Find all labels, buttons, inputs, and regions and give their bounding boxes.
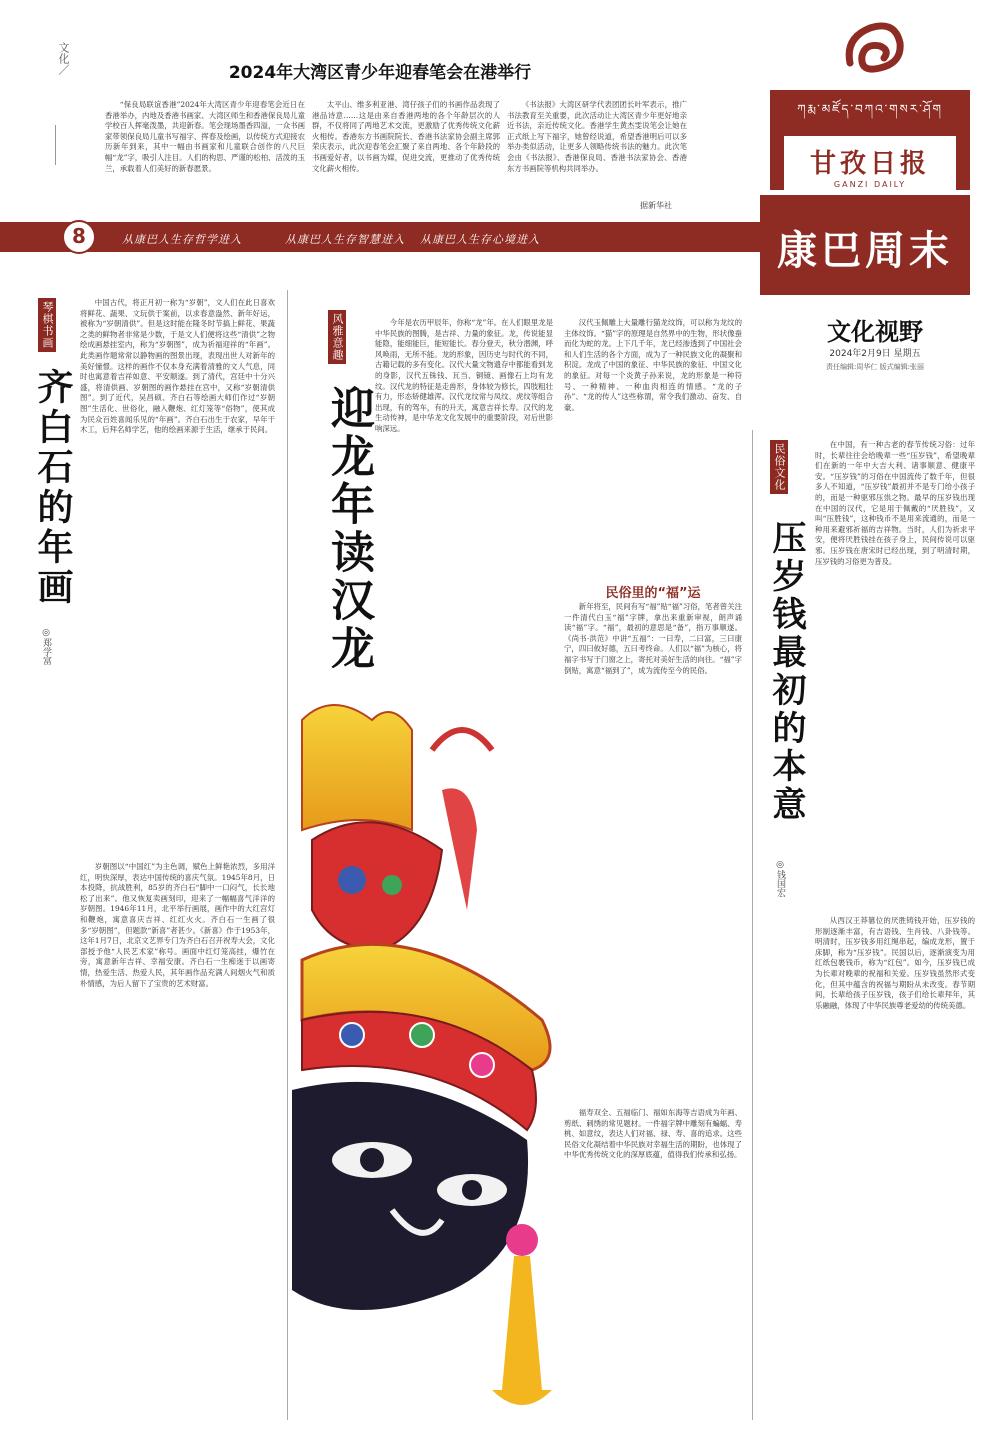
column-divider-right xyxy=(752,430,753,1420)
folk-fortune-subhead: 民俗里的“福”运 xyxy=(605,586,701,601)
dragon-col3: 新年将至，民间有写“福”贴“福”习俗，笔者曾关注一件清代白玉“福”字牌，拿出来重新审视，朗声诵读“福”字。“福”，最初的意思是“备”，指万事顺遂。《尚书·洪范》中讲“五福”：一曰寿，二曰富，三曰康宁，四曰攸好德，五曰考终命。人们以“福”为核心，将福字书写于门窗之上，寄托对美好生活的向往。“福”字倒贴，寓意“福到了”，成为流传至今的民俗。 xyxy=(564,602,742,675)
tag-money: 民俗文化 xyxy=(770,440,788,494)
column-divider xyxy=(287,290,288,1420)
qibaishi-col2: 岁朝图以“中国红”为主色调，赋色上鲜艳浓烈，多用洋红，明快深厚，表达中国传统的喜庆气氛。1945年8月，日本投降，抗战胜利，85岁的齐白石“脚中一口闷气，长长地松了出来”。他又恢复卖画刻印，迎来了一幅幅喜气洋洋的岁朝图。1946年11月，北平举行画展，画作中的大红宫灯和鞭炮，寓意喜庆吉祥、红红火火。齐白石一生画了很多“岁朝图”，但题款“新喜”者甚少。《新喜》作于1953年，这年1月7日，北京文艺界专门为齐白石召开祝寿大会，文化部授予他“人民艺术家”称号。画面中红灯笼高挂，爆竹在旁，寓意新年吉祥、幸福安康。齐白石一生痴迷于以画寄情，热爱生活、热爱人民，其年画作品充满人间烟火气和质朴情感，为后人留下了宝贵的艺术财富。 xyxy=(80,862,275,988)
top-news-col1: “保良局联谊香港”2024年大湾区青少年迎春笔会近日在香港举办，内地及香港书画家、大湾区师生和香港保良局儿童学校百人挥毫泼墨，共迎新春。笔会现场墨香四溢，一众书画家带领保良局儿童书写福字、挥春及绘画，以传统方式迎接农历新年到来，其中一幅由书画家和儿童联合创作的八尺巨幅“龙”字，吸引人注目。人们的构思、严谨的松柏、活泼的玉兰，承载着人们美好的新春愿景。 xyxy=(105,100,305,173)
money-col2: 从西汉王莽篡位的厌胜铸钱开始，压岁钱的形制逐渐丰富，有吉语钱、生肖钱、八卦钱等。明清时，压岁钱多用红绳串起，编成龙形，置于床脚，称为“压岁钱”。民国以后，逐渐演变为用红纸包裹钱币，称为“红包”。如今，压岁钱已成为长辈对晚辈的祝福和关爱。压岁钱虽然形式变化，但其中蕴含的祝福与期盼从未改变。春节期间，长辈给孩子压岁钱，孩子们给长辈拜年，其乐融融，体现了中华民族尊老爱幼的传统美德。 xyxy=(815,916,975,1010)
page-number: 8 xyxy=(62,220,96,254)
dragon-col1: 今年是农历甲辰年，你称“龙”年。在人们眼里龙是中华民族的图腾，是吉祥、力量的象征。龙，传说能显能隐，能细能巨，能短能长。春分登天，秋分潜渊，呼风唤雨，无所不能。龙的形象，因历史与时代的不同，古籍记载的多有变化。汉代大量文物遗存中都能看到龙的身影，汉代五铢钱、瓦当、铜镜、画像石上均有龙纹。汉代龙的特征是走兽形，身体较为修长，四肢粗壮有力，形态矫健雄浑。汉代龙纹常与凤纹、虎纹等组合出现，有的驾车，有的升天，寓意吉祥长寿。汉代的龙生动传神，是中华龙文化发展中的重要阶段，对后世影响深远。 xyxy=(375,318,553,433)
money-author: ◎钱国宏 xyxy=(775,860,785,897)
slogan-2: 从康巴人生存智慧进入 xyxy=(285,233,405,246)
dragon-title: 迎龙年读汉龙 xyxy=(323,385,374,673)
weekly-title: 康巴周末 xyxy=(777,228,953,274)
qibaishi-title: 齐白石的年画 xyxy=(32,368,74,608)
top-news-byline: 据新华社 xyxy=(640,201,672,210)
masthead-block xyxy=(770,90,970,190)
qibaishi-author: ◎郑学富 xyxy=(41,628,51,665)
top-news-col2: 太平山、维多利亚港、湾仔孩子们的书画作品表现了港品诗意……这是由来自香港两地的各个年龄层次的人群，不仅将同了两地艺术交流，更激励了优秀传统文化薪火相传。香港东方书画院院长、香港书法家协会副主席郭荣庆表示，此次迎春笔会汇聚了来自两地、各个年龄段的书画爱好者，以书画为媒，促进交流，更推动了优秀传统文化薪火相传。 xyxy=(312,100,500,173)
slogan-1: 从康巴人生存哲学进入 xyxy=(122,233,242,246)
money-title: 压岁钱最初的本意 xyxy=(766,520,806,824)
tag-dragon: 风雅意趣 xyxy=(328,310,346,364)
masthead-title: 甘孜日报 xyxy=(809,149,930,179)
dragon-col2: 汉代玉佩雕上大量雕行猫龙纹饰，可以称为龙纹的主体纹饰。“猫”字的原理是自然界中的生物，形状像蚕而化为蛇的龙。上下几千年，龙已经渗透到了中国社会和人们生活的各个方面，成为了一种民族文化的凝聚和积淀。龙成了中国的象征、中华民族的象征、中国文化的象征。对每一个炎黄子孙来说，龙的形象是一种符号、一种精神、一种血肉相连的情感。“龙的子孙”、“龙的传人”这些称谓，常令我们激动、奋发、自豪。 xyxy=(564,318,742,412)
slogan-3: 从康巴人生存心境进入 xyxy=(420,233,540,246)
section-divider xyxy=(55,125,56,165)
weekly-title-block xyxy=(760,195,970,295)
section-label: 文化／ xyxy=(57,42,70,75)
editor-credits: 责任编辑:周华仁 版式编辑:张丽 xyxy=(826,363,924,371)
money-col1: 在中国，有一种古老的春节传统习俗：过年时，长辈往往会给晚辈一些“压岁钱”，希望晚辈们在新的一年中大吉大利、诸事顺意、健康平安。“压岁钱”的习俗在中国流传了数千年，但很多人不知道，“压岁钱”最初并不是专门给小孩子的，而是一种驱邪压祟之物。最早的压岁钱出现在中国的汉代，它是用于佩戴的“厌胜钱”，又叫“压胜钱”，这种钱币不是用来流通的，而是一种用来避邪祈福的吉祥物。当时，人们为祈求平安，便将厌胜钱挂在孩子身上，民间传说可以驱邪。压岁钱在唐宋时已经出现，到了明清时期，压岁钱的习俗更为普及。 xyxy=(815,440,975,566)
tibetan-opera-mask-icon xyxy=(292,690,562,1420)
qibaishi-col1: 中国古代，将正月初一称为“岁朝”，文人们在此日喜欢将鲜花、蔬果、文玩供于案前，以求春意盎然、新年好运，被称为“岁朝清供”。但是这时能在隆冬时节搞上鲜花、果蔬之类的鲜物者非常是少数，于是文人们便将这些“清供”之物绘成画悬挂室内，称为“岁朝图”，成为祈福迎祥的“年画”。此类画作题常常以静物画的图景出现，表现出世人对新年的美好憧憬。这样的画作不仅本身充满着清雅的文人气息，同时也寓意着吉祥如意、平安顺遂。到了清代，宫廷中十分兴盛，将清供画、岁朝图的画作悬挂在宫中，又称“岁朝清供图”。到了近代，吴昌硕、齐白石等绘画大师们作过“岁朝图”生活化、世俗化，融入鞭炮、红灯笼等“俗物”，使其成为民众百姓喜闻乐见的“年画”。齐白石出生于农家，早年干木工，后拜名师学艺，他的绘画来源于生活，继承于民间。 xyxy=(80,298,275,435)
top-news-col3: 《书法报》大湾区研学代表团团长叶军表示，推广书法教育至关重要，此次活动让大湾区青少年更好地亲近书法，亲近传统文化。香港学生黄杰雯说笔会让她在正式纸上写下福字，她曾经说道，希望香港明后可以多举办类似活动，让更多人领略传统书法的魅力。此次笔会由《书法报》、香港保良局、香港书法家协会、香港东方书画院等机构共同举办。 xyxy=(507,100,687,173)
masthead-latin: GANZI DAILY xyxy=(833,180,907,189)
issue-date: 2024年2月9日 星期五 xyxy=(829,349,921,359)
masthead-logo-icon xyxy=(840,18,910,78)
dragon-col4: 福寿双全、五福临门、福如东海等吉语成为年画、剪纸、刺绣的常见题材。一件福字牌中雕刻有蝙蝠、寿桃、如意纹，表达人们对福、禄、寿、喜的追求。这些民俗文化凝结着中华民族对幸福生活的期盼，也体现了中华优秀传统文化的深厚底蕴，值得我们传承和弘扬。 xyxy=(564,1108,742,1160)
page-section-title: 文化视野 xyxy=(827,317,923,346)
tag-qibaishi: 琴棋书画 xyxy=(38,298,56,352)
top-headline: 2024年大湾区青少年迎春笔会在港举行 xyxy=(228,63,532,83)
masthead-tibetan: ཀརྨ་མཛོད་བཀའ་གསར་ཤོག xyxy=(797,102,943,116)
